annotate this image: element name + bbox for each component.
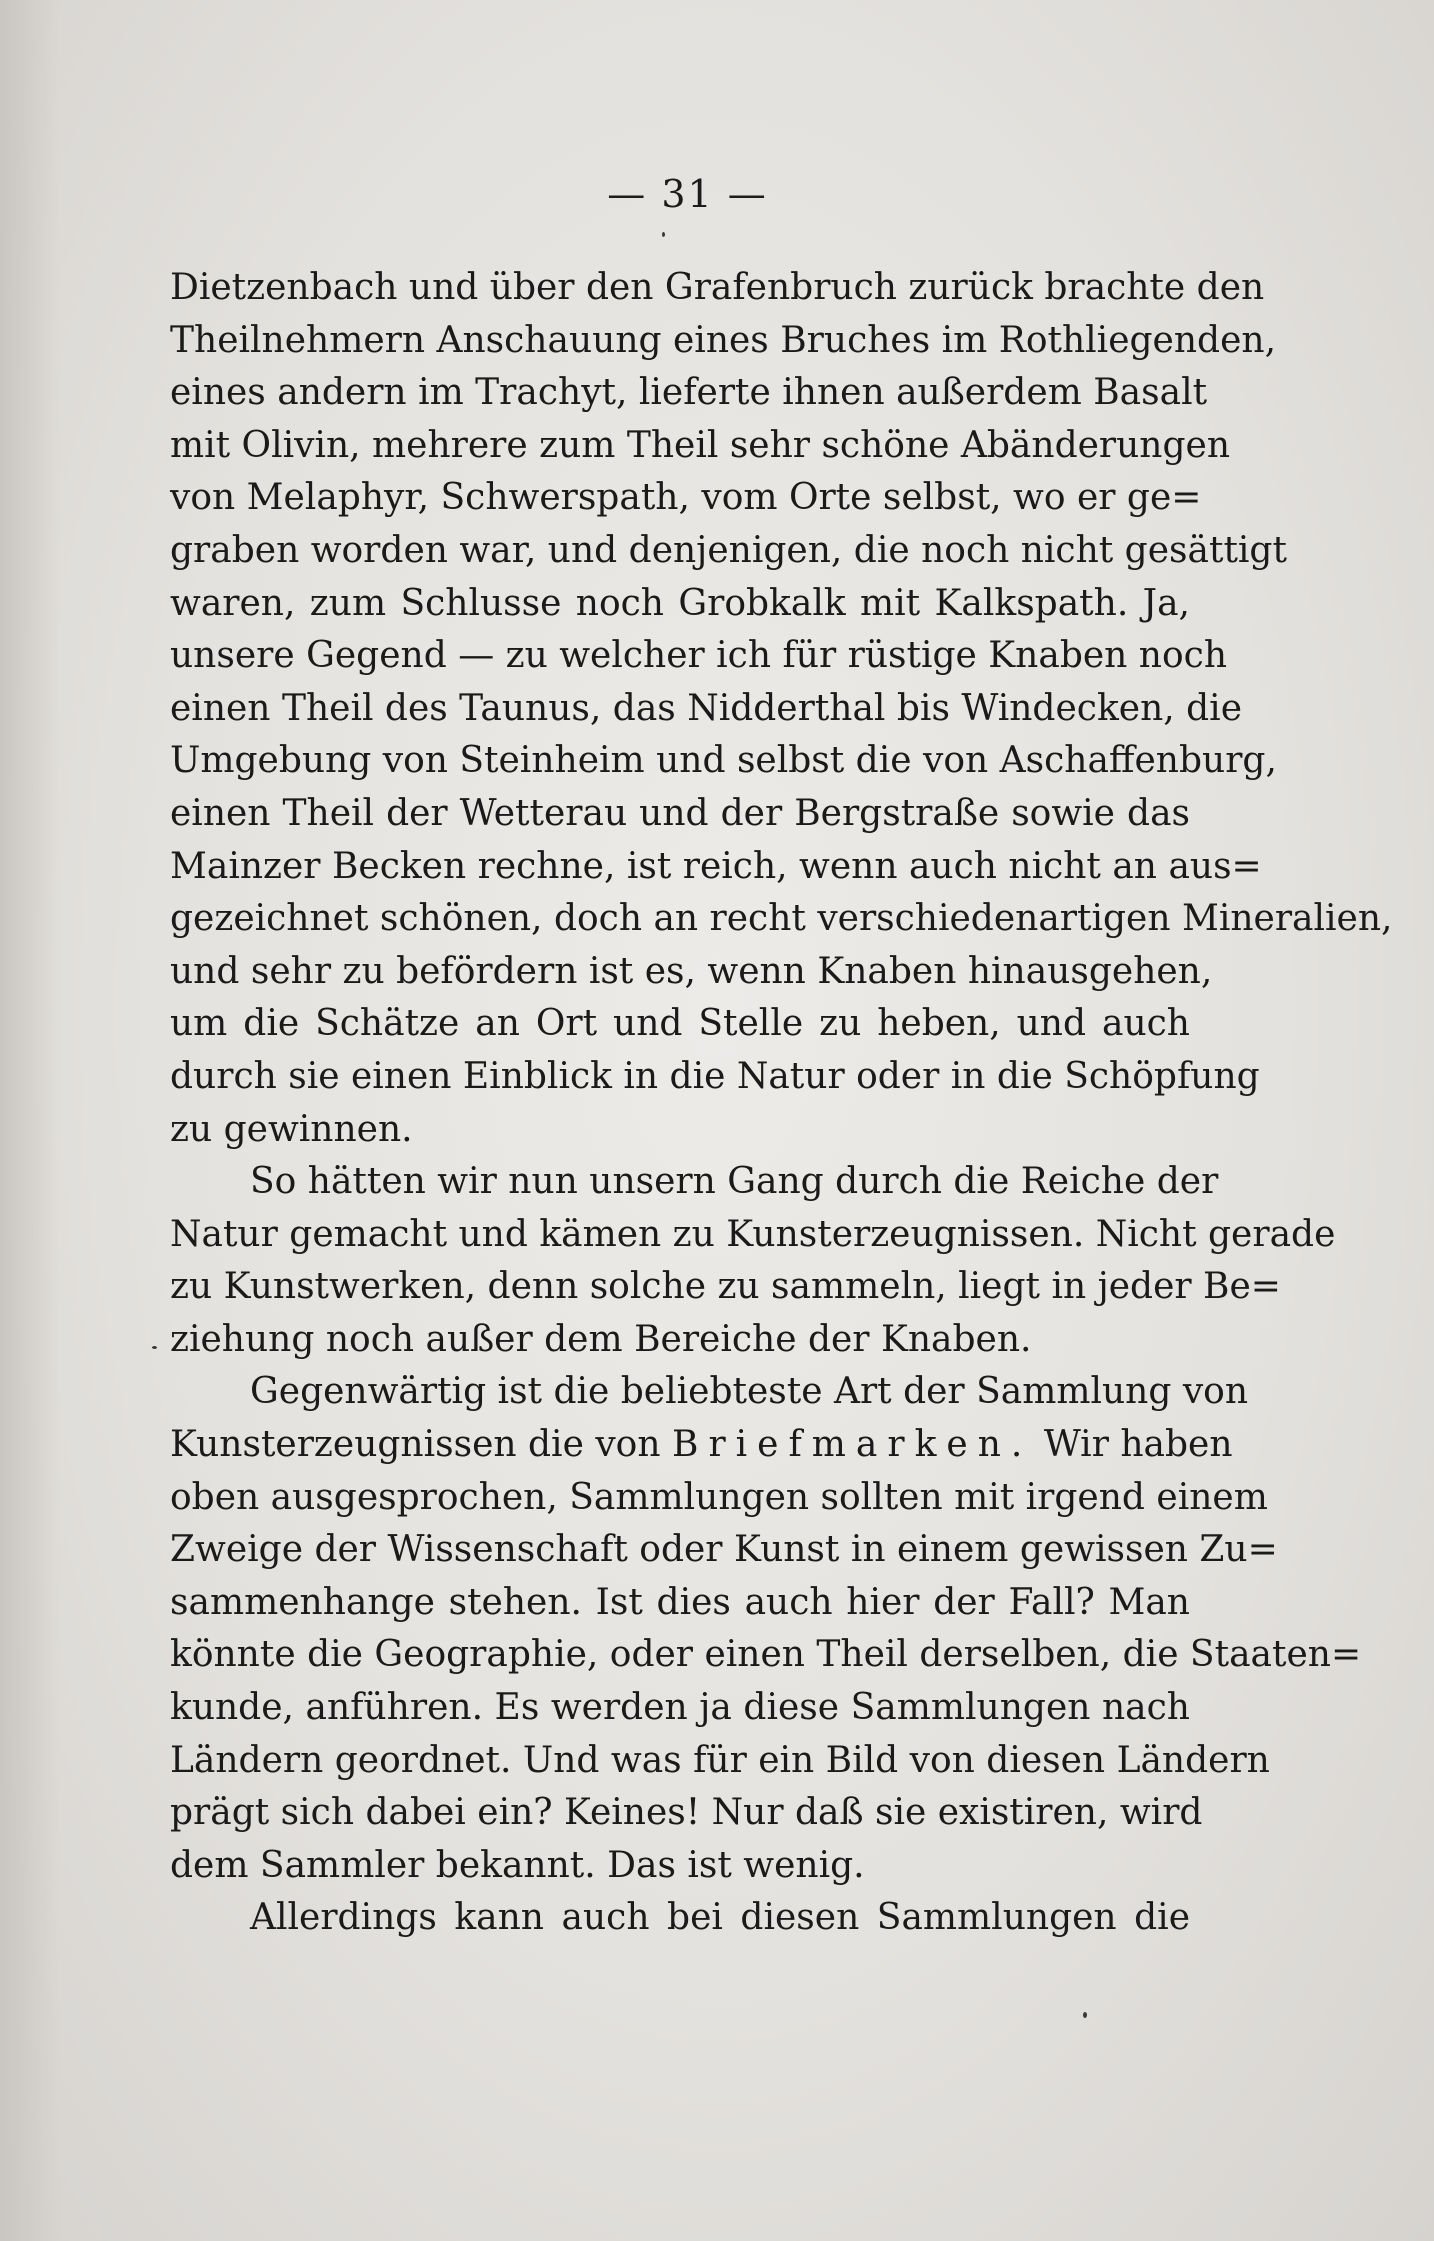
spaced-emphasis-word: Briefmarken. (671, 1424, 1033, 1466)
text-line: zu gewinnen. (170, 1108, 413, 1150)
ink-speck (152, 1346, 157, 1349)
text-line: durch sie einen Einblick in die Natur oder in die Schöpfung (170, 1055, 1260, 1097)
page-number: — 31 — (607, 172, 768, 216)
text-line: einen Theil der Wetterau und der Bergstraße sowie das (170, 792, 1190, 834)
text-line: Ländern geordnet. Und was für ein Bild von diesen Ländern (170, 1739, 1270, 1781)
text-line: gezeichnet schönen, doch an recht verschiedenartigen Mineralien, (170, 898, 1393, 940)
text-line: Gegenwärtig ist die beliebteste Art der Sammlung von (250, 1371, 1249, 1413)
text-fragment: Wir haben (1043, 1424, 1233, 1466)
text-line: dem Sammler bekannt. Das ist wenig. (170, 1844, 865, 1886)
text-line: ziehung noch außer dem Bereiche der Knaben. (170, 1318, 1032, 1360)
text-line: oben ausgesprochen, Sammlungen sollten mit irgend einem (170, 1476, 1268, 1518)
text-line: unsere Gegend — zu welcher ich für rüstige Knaben noch (170, 635, 1228, 677)
text-line: Allerdings kann auch bei diesen Sammlungen die (250, 1897, 1190, 1939)
text-fragment: Kunsterzeugnissen die von (170, 1424, 661, 1466)
ink-speck (662, 232, 665, 237)
body-text (170, 262, 1393, 1945)
text-line-with-spaced-word (170, 1419, 1233, 1472)
text-line: prägt sich dabei ein? Keines! Nur daß sie existiren, wird (170, 1792, 1203, 1834)
text-line: Natur gemacht und kämen zu Kunsterzeugnissen. Nicht gerade (170, 1213, 1336, 1255)
text-line: zu Kunstwerken, denn solche zu sammeln, liegt in jeder Be= (170, 1266, 1281, 1308)
text-line: Mainzer Becken rechne, ist reich, wenn auch nicht an aus= (170, 845, 1262, 887)
text-line: Umgebung von Steinheim und selbst die von Aschaffenburg, (170, 740, 1277, 782)
text-line: kunde, anführen. Es werden ja diese Sammlungen nach (170, 1687, 1190, 1729)
text-line: waren, zum Schlusse noch Grobkalk mit Kalkspath. Ja, (170, 582, 1190, 624)
text-line: Theilnehmern Anschauung eines Bruches im Rothliegenden, (170, 319, 1277, 361)
text-line: und sehr zu befördern ist es, wenn Knaben hinausgehen, (170, 950, 1213, 992)
text-line: So hätten wir nun unsern Gang durch die Reiche der (250, 1161, 1219, 1203)
text-line: graben worden war, und denjenigen, die noch nicht gesättigt (170, 529, 1287, 571)
text-line: eines andern im Trachyt, lieferte ihnen außerdem Basalt (170, 372, 1208, 414)
text-line: sammenhange stehen. Ist dies auch hier der Fall? Man (170, 1581, 1190, 1623)
text-line: Dietzenbach und über den Grafenbruch zurück brachte den (170, 267, 1265, 308)
page-edge-shadow (0, 0, 60, 2241)
text-line: einen Theil des Taunus, das Nidderthal bis Windecken, die (170, 687, 1243, 729)
text-line: mit Olivin, mehrere zum Theil sehr schöne Abänderungen (170, 424, 1231, 466)
text-line: Zweige der Wissenschaft oder Kunst in einem gewissen Zu= (170, 1529, 1278, 1571)
ink-speck (1083, 2012, 1087, 2018)
text-line: um die Schätze an Ort und Stelle zu heben, und auch (170, 1003, 1190, 1045)
text-line: von Melaphyr, Schwerspath, vom Orte selbst, wo er ge= (170, 477, 1202, 519)
text-line: könnte die Geographie, oder einen Theil derselben, die Staaten= (170, 1634, 1362, 1676)
